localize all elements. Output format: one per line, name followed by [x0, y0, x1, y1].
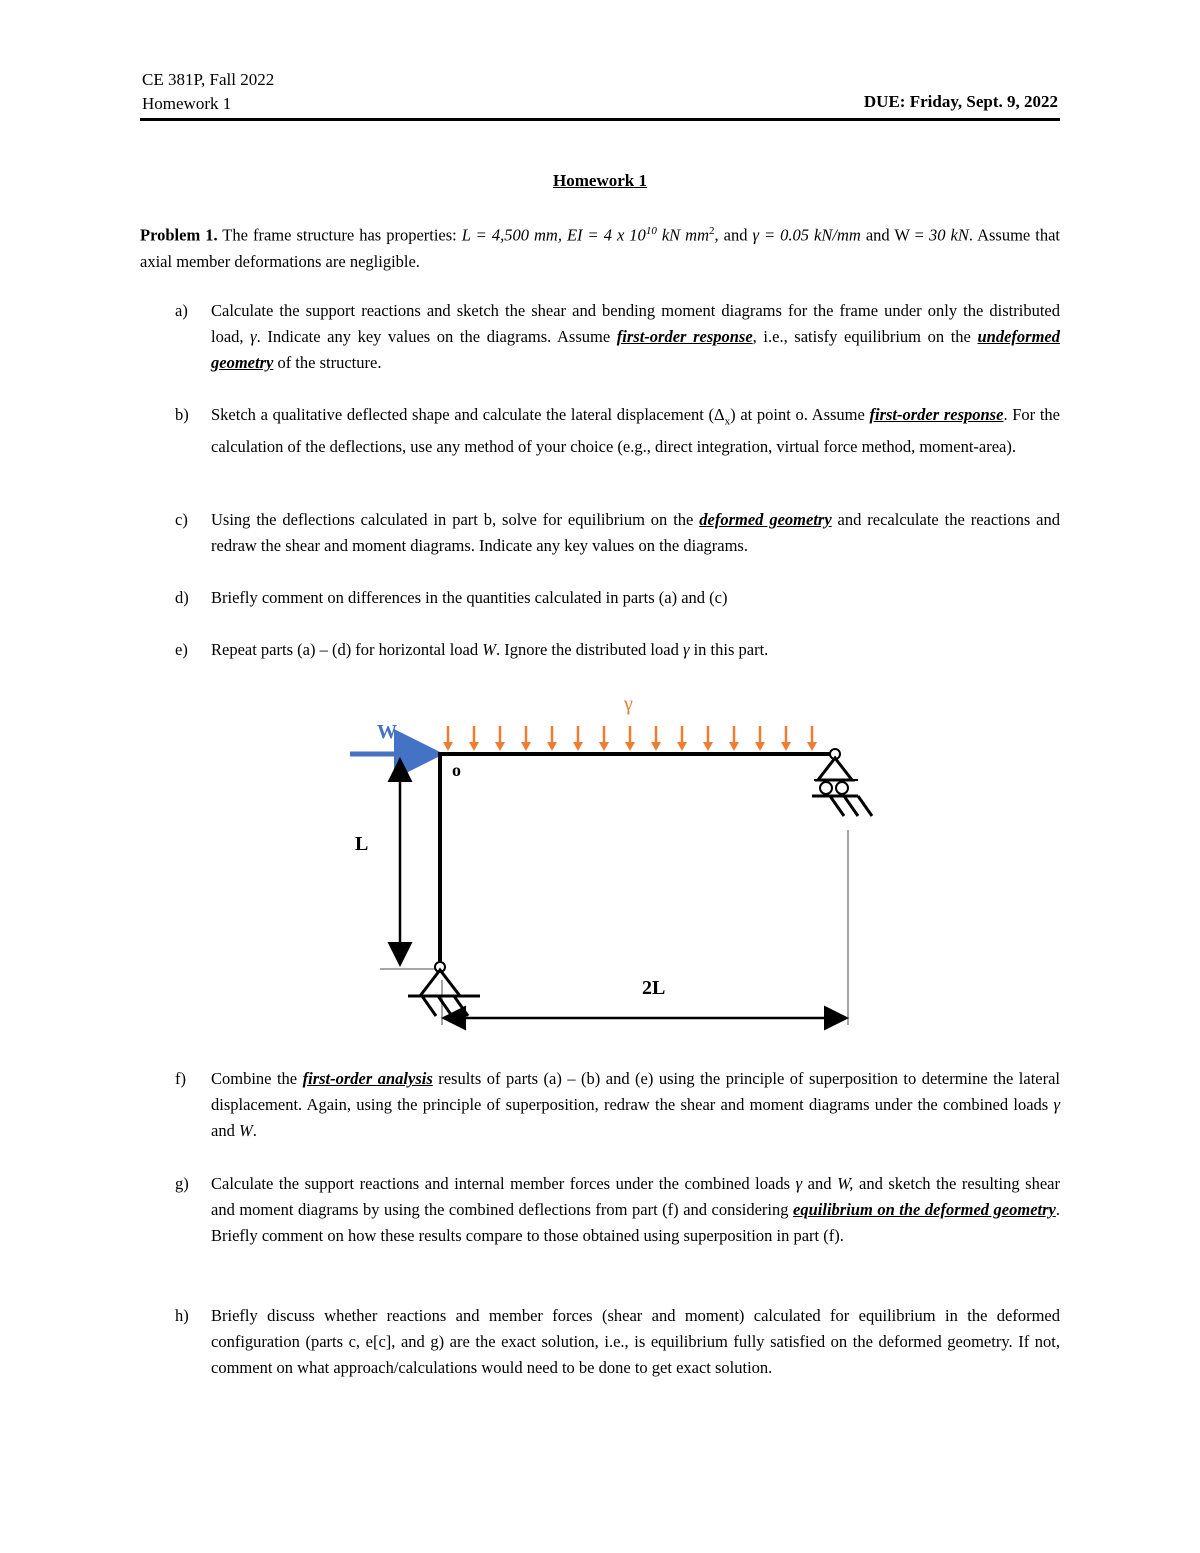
course-label: CE 381P, Fall 2022	[142, 70, 275, 89]
roller-support	[812, 749, 872, 816]
problem-label: Problem 1.	[140, 225, 218, 245]
part-b: b) Sketch a qualitative deflected shape and calculate the lateral displacement $(\Delta_x)$ at point o. Assume first-order response. For the calculation of the deflections, use any method of your choice (e.g., direct integration, virtual force method, moment-area).	[175, 402, 1060, 460]
part-f: f) Combine the first-order analysis results of parts (a) – (b) and (e) using the principle of superposition to determine the lateral displacement. Again, using the principle of superposition, redraw the shear and moment diagrams under the combined loads γ and W.	[175, 1066, 1060, 1144]
udl-arrow-head	[521, 742, 531, 751]
udl-arrow-head	[573, 742, 583, 751]
problem-text: , and	[714, 225, 753, 245]
part-e: e) Repeat parts (a) – (d) for horizontal load W. Ignore the distributed load γ in this part.	[175, 637, 1060, 663]
part-g: g) Calculate the support reactions and internal member forces under the combined loads γ and W, and sketch the resulting shear and moment diagrams by using the combined deflections from part (f) and considering equilibrium on the deformed geometry. Briefly comment on how these results compare to those obtained using superposition in part (f).	[175, 1171, 1060, 1249]
distributed-load-arrows	[443, 726, 817, 751]
udl-arrow-head	[651, 742, 661, 751]
frame-diagram	[330, 680, 890, 1040]
ei-unit-exponent: 2	[709, 225, 715, 237]
due-date: DUE: Friday, Sept. 9, 2022	[863, 92, 1058, 111]
part-label: e)	[175, 640, 188, 659]
ei-unit: kN mm	[656, 225, 710, 245]
problem-text: The frame structure has properties:	[217, 225, 462, 245]
part-h: h) Briefly discuss whether reactions and member forces (shear and moment) calculated for equilibrium in the deformed configuration (parts c, e[c], and g) are the exact solution, i.e., is equilibrium fully satisfied on the deformed geometry. If not, comment on what approach/calculations would need to be done to get exact solution.	[175, 1303, 1060, 1381]
gamma-value: γ = 0.05 kN/mm	[752, 225, 861, 245]
part-label: d)	[175, 588, 189, 607]
problem-statement	[140, 218, 1060, 275]
part-c: c) Using the deflections calculated in part b, solve for equilibrium on the deformed geometry and recalculate the reactions and redraw the shear and moment diagrams. Indicate any key values on the diagrams.	[175, 507, 1060, 559]
udl-arrow-head	[729, 742, 739, 751]
udl-arrow-head	[807, 742, 817, 751]
part-d: d) Briefly comment on differences in the quantities calculated in parts (a) and (c)	[175, 585, 1060, 611]
point-o-label: o	[452, 760, 461, 780]
udl-arrow-head	[495, 742, 505, 751]
pin-support	[408, 962, 480, 1016]
udl-arrow-head	[677, 742, 687, 751]
udl-arrow-head	[781, 742, 791, 751]
udl-arrow-head	[469, 742, 479, 751]
problem-text: . Assume that axial member deformations are negligible.	[140, 225, 1061, 271]
length-value: L = 4,500 mm	[461, 225, 558, 245]
ei-value: , EI = 4 x 10	[557, 225, 646, 245]
ei-exponent: 10	[645, 225, 657, 237]
udl-arrow-head	[599, 742, 609, 751]
dim-2l-label: 2L	[642, 977, 666, 999]
part-label: c)	[175, 510, 188, 529]
part-label: g)	[175, 1174, 189, 1193]
part-label: h)	[175, 1306, 189, 1325]
udl-arrow-head	[755, 742, 765, 751]
w-value: 30 kN	[929, 225, 969, 245]
header-rule	[140, 118, 1060, 121]
load-w-label: W	[377, 721, 397, 743]
part-label: f)	[175, 1069, 186, 1088]
udl-arrow-head	[443, 742, 453, 751]
part-a: a) Calculate the support reactions and sketch the shear and bending moment diagrams for the frame under only the distributed load, γ. Indicate any key values on the diagrams. Assume first-order response, i.e., satisfy equilibrium on the undeformed geometry of the structure.	[175, 298, 1060, 376]
part-label: a)	[175, 301, 188, 320]
udl-arrow-head	[547, 742, 557, 751]
dim-l-label: L	[355, 833, 369, 855]
assignment-label: Homework 1	[142, 94, 232, 113]
page-title: Homework 1	[553, 171, 647, 190]
gamma-label: γ	[624, 693, 633, 715]
udl-arrow-head	[625, 742, 635, 751]
udl-arrow-head	[703, 742, 713, 751]
problem-text: and W =	[860, 225, 924, 245]
part-label: b)	[175, 405, 189, 424]
